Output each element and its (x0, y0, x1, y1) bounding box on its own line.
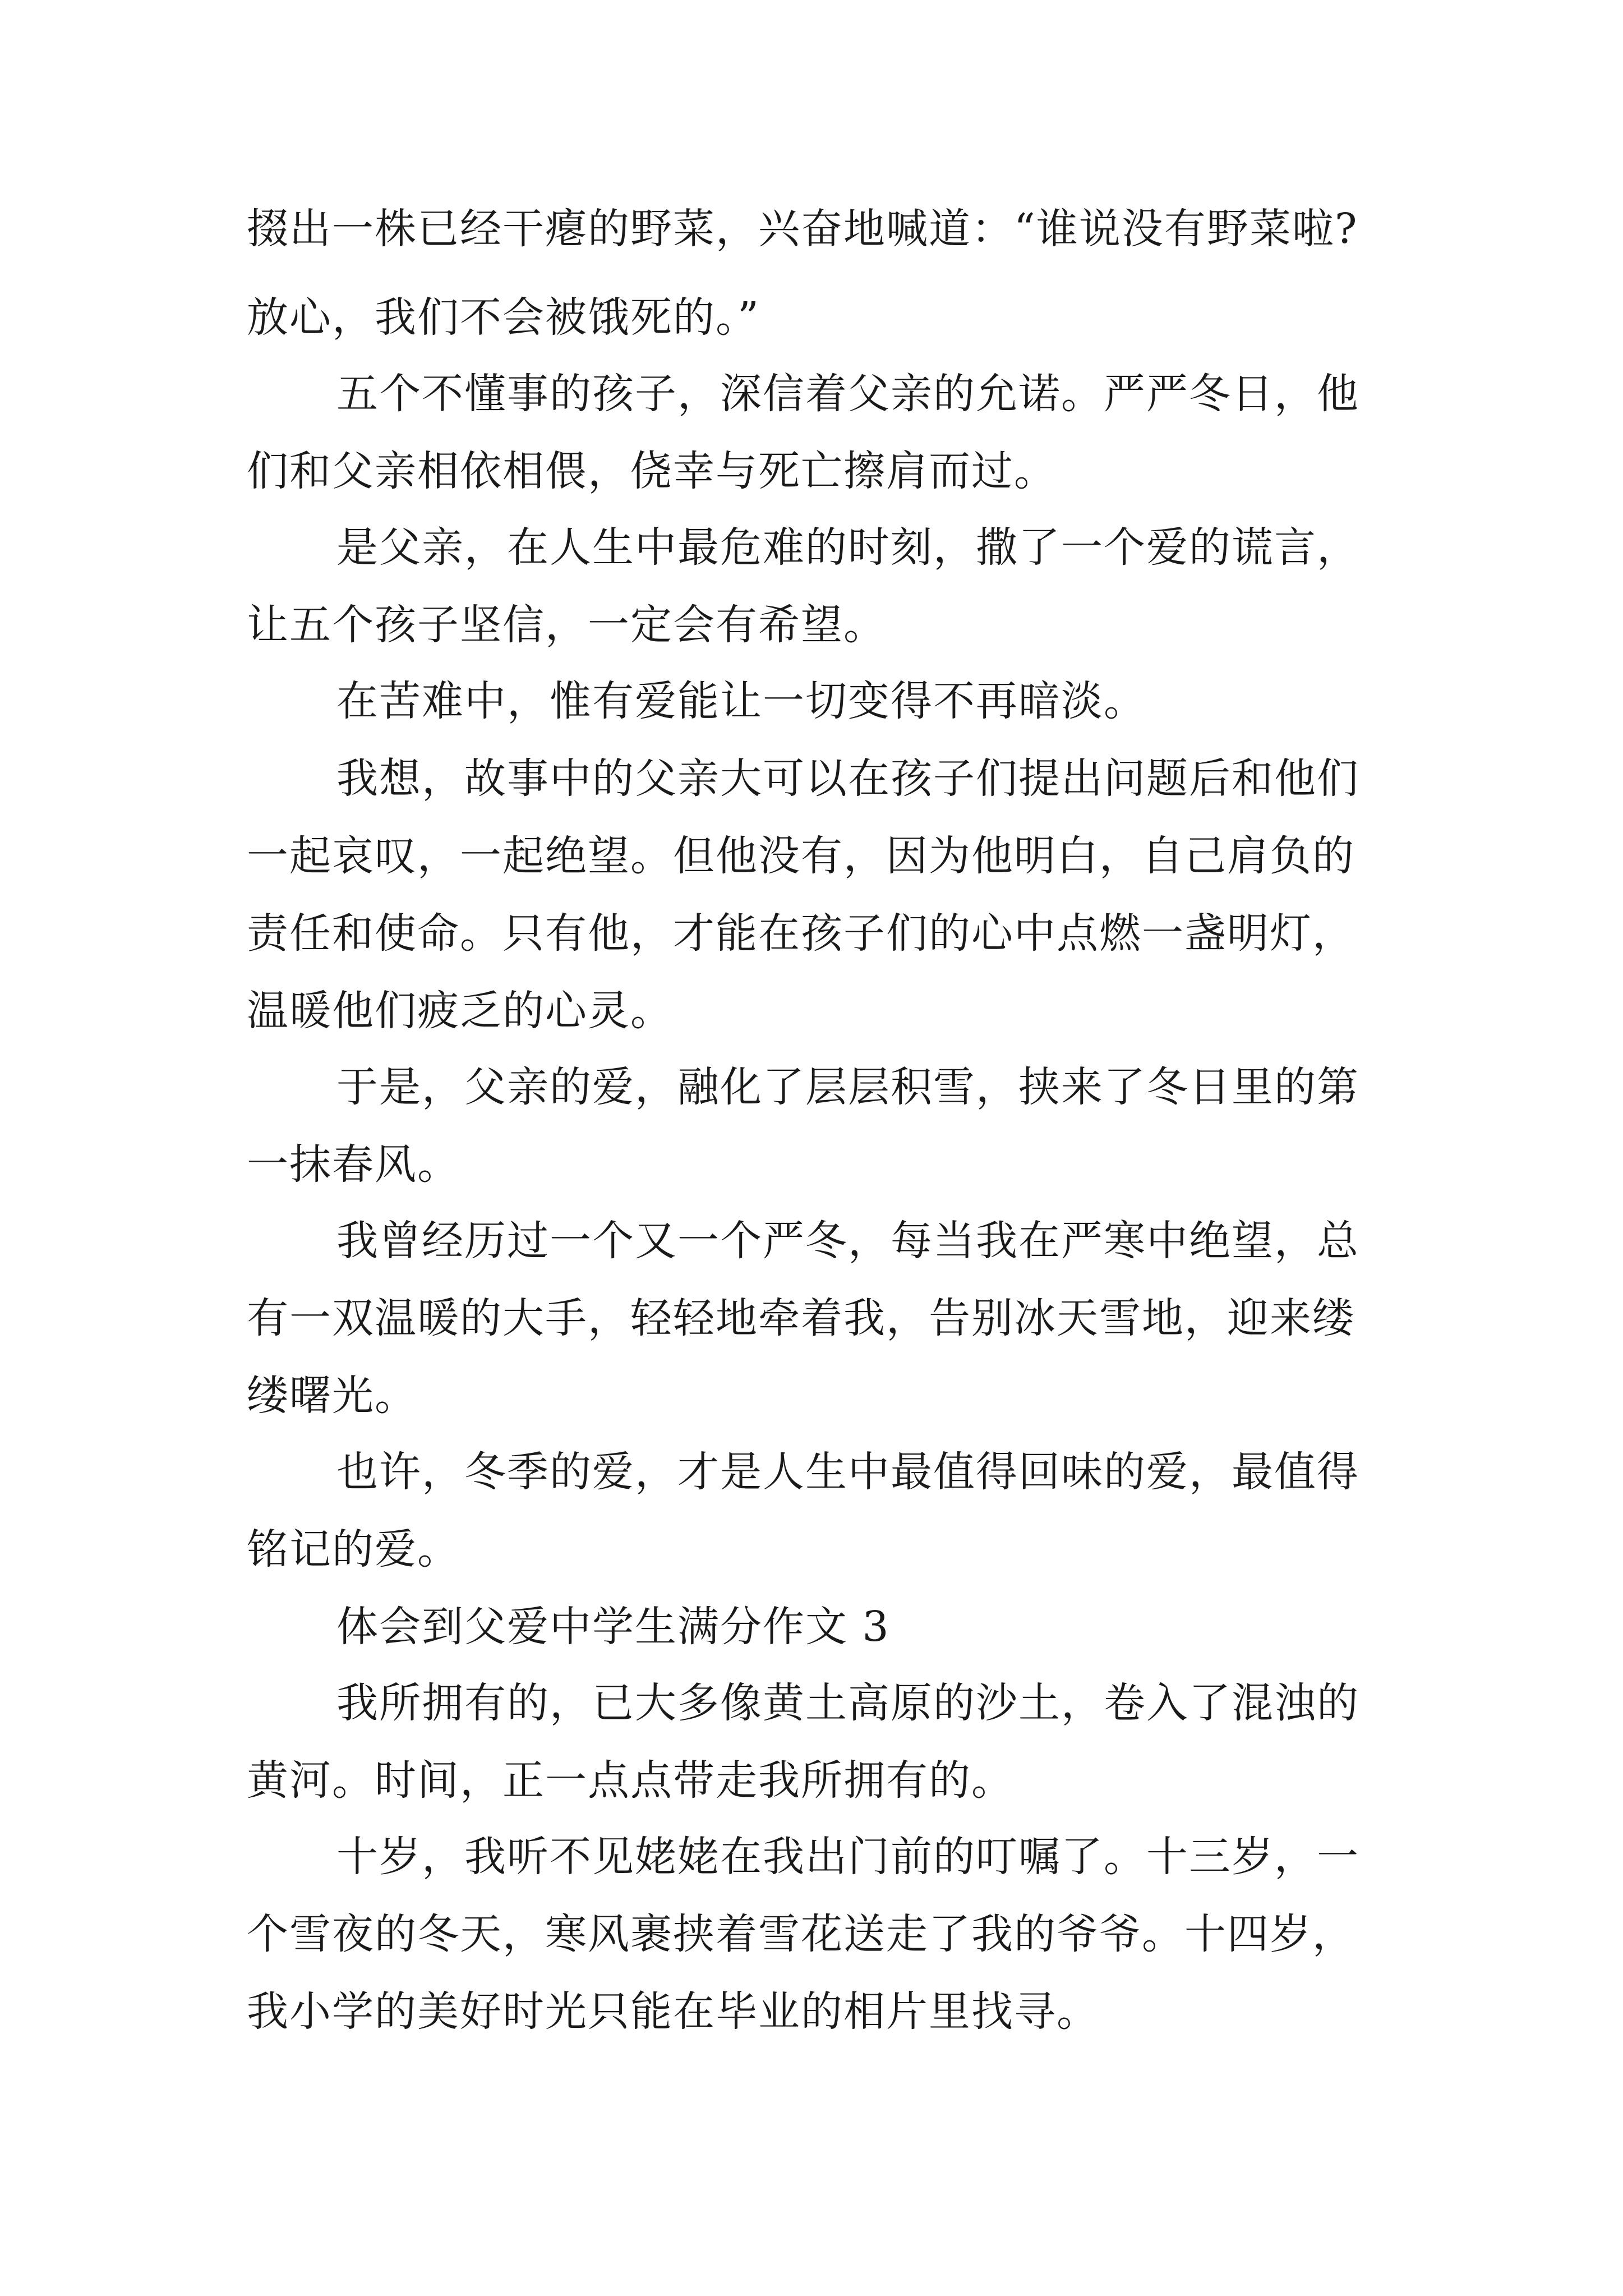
text-line: 个雪夜的冬天，寒风裹挟着雪花送走了我的爷爷。十四岁， (247, 1910, 1355, 1958)
text-line: 一抹春风。 (247, 1140, 460, 1189)
text-line: 缕曙光。 (247, 1372, 417, 1420)
text-line: 在苦难中，惟有爱能让一切变得不再暗淡。 (336, 677, 1146, 725)
text-line: 掇出一株已经干瘪的野菜，兴奋地喊道：“谁说没有野菜啦? (247, 205, 1358, 253)
text-line: 五个不懂事的孩子，深信着父亲的允诺。严严冬日，他 (336, 370, 1359, 418)
text-line: 是父亲，在人生中最危难的时刻，撒了一个爱的谎言， (336, 523, 1359, 572)
text-line: 责任和使命。只有他，才能在孩子们的心中点燃一盏明灯， (247, 909, 1355, 958)
text-line: 黄河。时间，正一点点带走我所拥有的。 (247, 1756, 1014, 1805)
text-line: 放心，我们不会被饿死的。” (247, 293, 760, 342)
text-line: 于是，父亲的爱，融化了层层积雪，挟来了冬日里的第 (336, 1063, 1359, 1111)
text-line: 温暖他们疲乏的心灵。 (247, 987, 673, 1035)
text-line: 我想，故事中的父亲大可以在孩子们提出问题后和他们 (336, 754, 1359, 803)
text-line: 我所拥有的，已大多像黄土高原的沙土，卷入了混浊的 (336, 1679, 1359, 1727)
section-heading: 体会到父爱中学生满分作文 3 (336, 1603, 890, 1651)
text-line: 们和父亲相依相偎，侥幸与死亡擦肩而过。 (247, 447, 1057, 495)
text-line: 也许，冬季的爱，才是人生中最值得回味的爱，最值得 (336, 1448, 1359, 1496)
text-line: 我曾经历过一个又一个严冬，每当我在严寒中绝望，总 (336, 1217, 1359, 1265)
text-line: 让五个孩子坚信，一定会有希望。 (247, 601, 886, 649)
text-line: 我小学的美好时光只能在毕业的相片里找寻。 (247, 1987, 1099, 2036)
text-line: 有一双温暖的大手，轻轻地牵着我，告别冰天雪地，迎来缕 (247, 1294, 1355, 1342)
text-line: 一起哀叹，一起绝望。但他没有，因为他明白，自己肩负的 (247, 832, 1355, 880)
text-line: 十岁，我听不见姥姥在我出门前的叮嘱了。十三岁，一 (336, 1833, 1359, 1881)
text-line: 铭记的爱。 (247, 1525, 460, 1573)
